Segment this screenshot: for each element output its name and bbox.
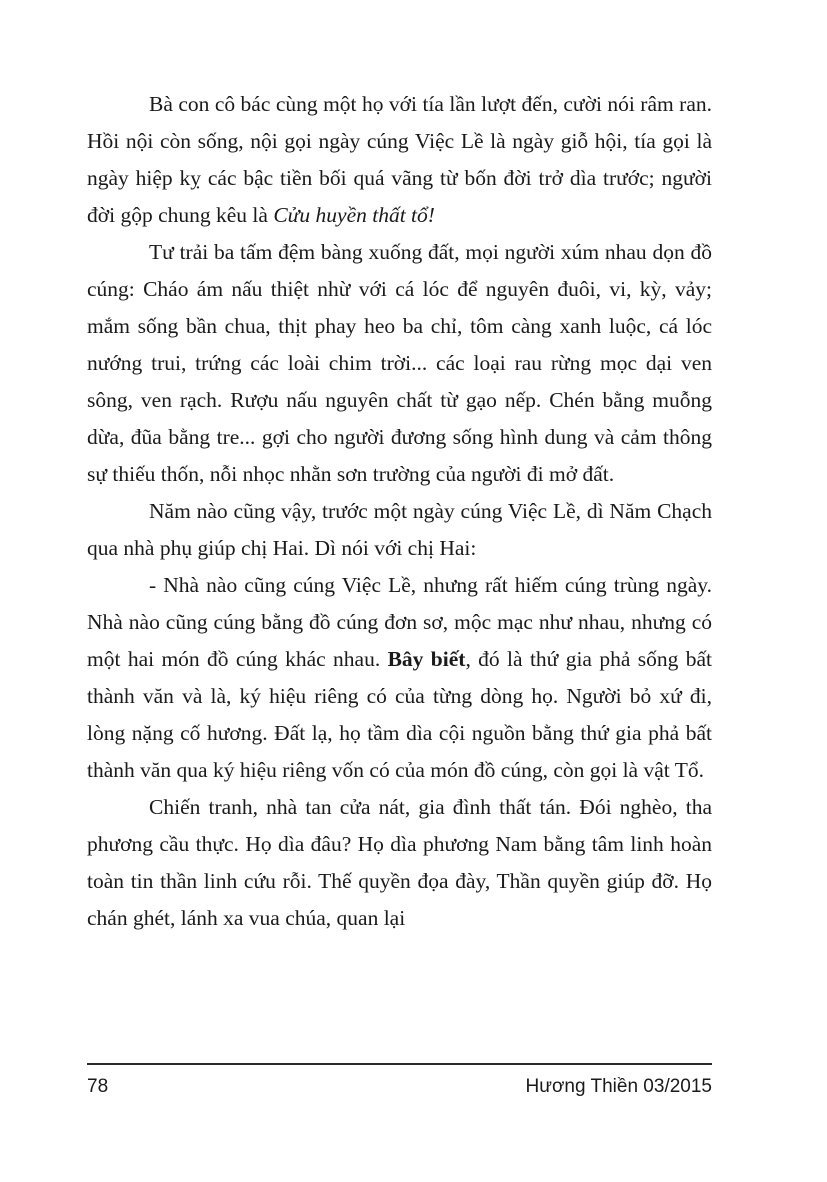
paragraph-4-dialogue [87,567,712,789]
paragraph-5 [87,789,712,937]
paragraph-1 [87,86,712,234]
paragraph-text: , đó là thứ gia phả sống bất thành văn và là, ký hiệu riêng có của từng dòng họ. Người bỏ xứ đi, lòng nặng cố hương. Đất lạ, họ tầm dìa cội nguồn bằng thứ gia phả bất thành văn qua ký hiệu riêng vốn có của món đồ cúng, còn gọi là vật Tổ. [87,647,712,782]
paragraph-emphasis-bold: Bây biết [387,647,466,671]
footer-divider [87,1063,712,1065]
paragraph-text: - Nhà nào cũng cúng Việc Lề, nhưng rất hiếm cúng trùng ngày. Nhà nào cũng cúng bằng đồ cúng đơn sơ, mộc mạc như nhau, nhưng có một hai món đồ cúng khác nhau. [87,573,712,671]
running-footer: Hương Thiền 03/2015 [525,1076,712,1097]
page-footer [87,1072,712,1102]
paragraph-emphasis-italic: Cửu huyền thất tổ! [273,203,435,227]
page-number: 78 [87,1076,109,1097]
paragraph-text: Tư trải ba tấm đệm bàng xuống đất, mọi người xúm nhau dọn đồ cúng: Cháo ám nấu thiệt nhừ với cá lóc để nguyên đuôi, vi, kỳ, vảy; mắm sống bần chua, thịt phay heo ba chỉ, tôm càng xanh luộc, cá lóc nướng trui, trứng các loài chim trời... các loại rau rừng mọc dại ven sông, ven rạch. Rượu nấu nguyên chất từ gạo nếp. Chén bằng muỗng dừa, đũa bằng tre... gợi cho người đương sống hình dung và cảm thông sự thiếu thốn, nỗi nhọc nhằn sơn trường của người đi mở đất. [87,240,712,486]
paragraph-text: Bà con cô bác cùng một họ với tía lần lượt đến, cười nói râm ran. Hồi nội còn sống, nội gọi ngày cúng Việc Lề là ngày giỗ hội, tía gọi là ngày hiệp kỵ các bậc tiền bối quá vãng từ bốn đời trở dìa trước; người đời gộp chung kêu là [87,92,712,227]
paragraph-text: Năm nào cũng vậy, trước một ngày cúng Việc Lề, dì Năm Chạch qua nhà phụ giúp chị Hai. Dì nói với chị Hai: [87,499,712,560]
paragraph-text: Chiến tranh, nhà tan cửa nát, gia đình thất tán. Đói nghèo, tha phương cầu thực. Họ dìa đâu? Họ dìa phương Nam bằng tâm linh hoàn toàn tin thần linh cứu rỗi. Thế quyền đọa đày, Thần quyền giúp đỡ. Họ chán ghét, lánh xa vua chúa, quan lại [87,795,712,930]
paragraph-3 [87,493,712,567]
page-body [87,86,712,937]
paragraph-2 [87,234,712,493]
